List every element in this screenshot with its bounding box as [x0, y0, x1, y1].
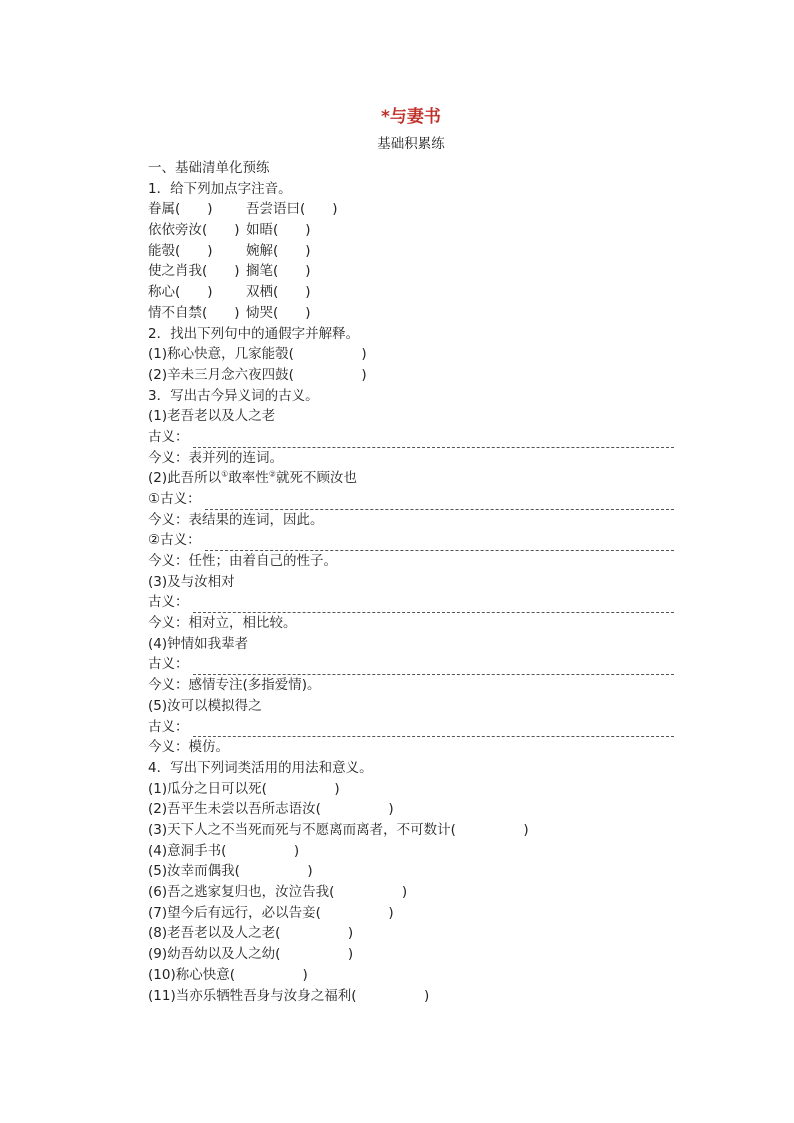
question-1-heading: 1．给下列加点字注音。 — [148, 180, 292, 197]
tongjia-item[interactable]: (1)称心快意，几家能彀( ) — [148, 346, 367, 363]
pinyin-item[interactable]: 搁笔( ) — [246, 263, 311, 280]
pinyin-row — [148, 241, 674, 262]
huoyong-item[interactable]: (2)吾平生未尝以吾所志语汝( ) — [148, 801, 394, 818]
answer-label: 古义： — [148, 428, 189, 445]
worksheet — [148, 104, 674, 1006]
answer-line[interactable] — [148, 655, 674, 676]
answer-blank[interactable] — [193, 433, 675, 448]
pinyin-row — [148, 282, 674, 303]
huoyong-item[interactable]: (7)望今后有远行，必以告妾( ) — [148, 904, 394, 921]
answer-blank[interactable] — [193, 722, 675, 737]
huoyong-item[interactable]: (9)幼吾幼以及人之幼( ) — [148, 946, 354, 963]
tongjia-item[interactable]: (2)辛未三月念六夜四鼓( ) — [148, 366, 367, 383]
huoyong-item[interactable]: (4)意洞手书( ) — [148, 842, 300, 859]
pinyin-item[interactable]: 称心( ) — [148, 284, 213, 301]
pinyin-row — [148, 261, 674, 282]
pinyin-item[interactable]: 恸哭( ) — [246, 304, 311, 321]
modern-meaning: 今义：表并列的连词。 — [148, 449, 283, 466]
huoyong-item[interactable]: (8)老吾老以及人之老( ) — [148, 925, 354, 942]
sentence: (3)及与汝相对 — [148, 573, 235, 590]
huoyong-item[interactable]: (5)汝幸而偶我( ) — [148, 863, 313, 880]
sentence: (4)钟情如我辈者 — [148, 635, 249, 652]
answer-line[interactable] — [148, 489, 674, 510]
modern-meaning: 今义：表结果的连词，因此。 — [148, 511, 324, 528]
answer-label: ②古义： — [148, 532, 201, 549]
answer-label: 古义： — [148, 656, 189, 673]
question-2-heading: 2．找出下列句中的通假字并解释。 — [148, 325, 360, 342]
answer-line[interactable] — [148, 592, 674, 613]
question-3-heading: 3．写出古今异义词的古义。 — [148, 387, 319, 404]
answer-label: ①古义： — [148, 490, 201, 507]
answer-blank[interactable] — [205, 495, 674, 510]
pinyin-item[interactable]: 吾尝语曰( ) — [246, 201, 338, 218]
huoyong-item[interactable]: (10)称心快意( ) — [148, 966, 308, 983]
question-4-heading: 4．写出下列词类活用的用法和意义。 — [148, 759, 373, 776]
answer-line[interactable] — [148, 530, 674, 551]
answer-blank[interactable] — [205, 536, 674, 551]
huoyong-item[interactable]: (3)天下人之不当死而死与不愿离而离者，不可数计( ) — [148, 822, 529, 838]
pinyin-item[interactable]: 眷属( ) — [148, 201, 213, 218]
modern-meaning: 今义：相对立，相比较。 — [148, 615, 297, 632]
modern-meaning: 今义：任性；由着自己的性子。 — [148, 553, 337, 570]
answer-blank[interactable] — [193, 660, 675, 675]
answer-line[interactable] — [148, 427, 674, 448]
pinyin-item[interactable]: 婉解( ) — [246, 242, 311, 259]
sentence-part: (2)此吾所以 — [148, 470, 222, 487]
answer-label: 古义： — [148, 718, 189, 735]
marker-1: ① — [221, 469, 229, 479]
pinyin-item[interactable]: 依依旁汝( ) — [148, 222, 240, 239]
pinyin-item[interactable]: 如晤( ) — [246, 222, 311, 239]
pinyin-item[interactable]: 能彀( ) — [148, 242, 213, 259]
pinyin-item[interactable]: 双栖( ) — [246, 284, 311, 301]
section-heading: 一、基础清单化预练 — [148, 160, 270, 176]
pinyin-row — [148, 303, 674, 324]
huoyong-item[interactable]: (1)瓜分之日可以死( ) — [148, 780, 340, 797]
marker-2: ② — [268, 469, 276, 479]
sentence: (5)汝可以模拟得之 — [148, 697, 262, 714]
answer-line[interactable] — [148, 717, 674, 738]
pinyin-row — [148, 199, 674, 220]
pinyin-row — [148, 220, 674, 241]
sentence-part: 敢率性 — [228, 470, 269, 487]
page-subtitle: 基础积累练 — [377, 136, 445, 152]
sentence-part: 就死不顾汝也 — [275, 470, 357, 487]
answer-label: 古义： — [148, 594, 189, 611]
modern-meaning: 今义：感情专注(多指爱情)。 — [148, 677, 321, 694]
sentence — [148, 468, 674, 489]
pinyin-item[interactable]: 使之肖我( ) — [148, 263, 240, 280]
huoyong-item[interactable]: (11)当亦乐牺牲吾身与汝身之福利( ) — [148, 987, 430, 1004]
modern-meaning: 今义：模仿。 — [148, 739, 229, 756]
sentence: (1)老吾老以及人之老 — [148, 408, 276, 425]
page-title: *与妻书 — [381, 107, 441, 127]
huoyong-item[interactable]: (6)吾之逃家复归也，汝泣告我( ) — [148, 884, 408, 901]
pinyin-item[interactable]: 情不自禁( ) — [148, 304, 240, 321]
answer-blank[interactable] — [193, 598, 675, 613]
